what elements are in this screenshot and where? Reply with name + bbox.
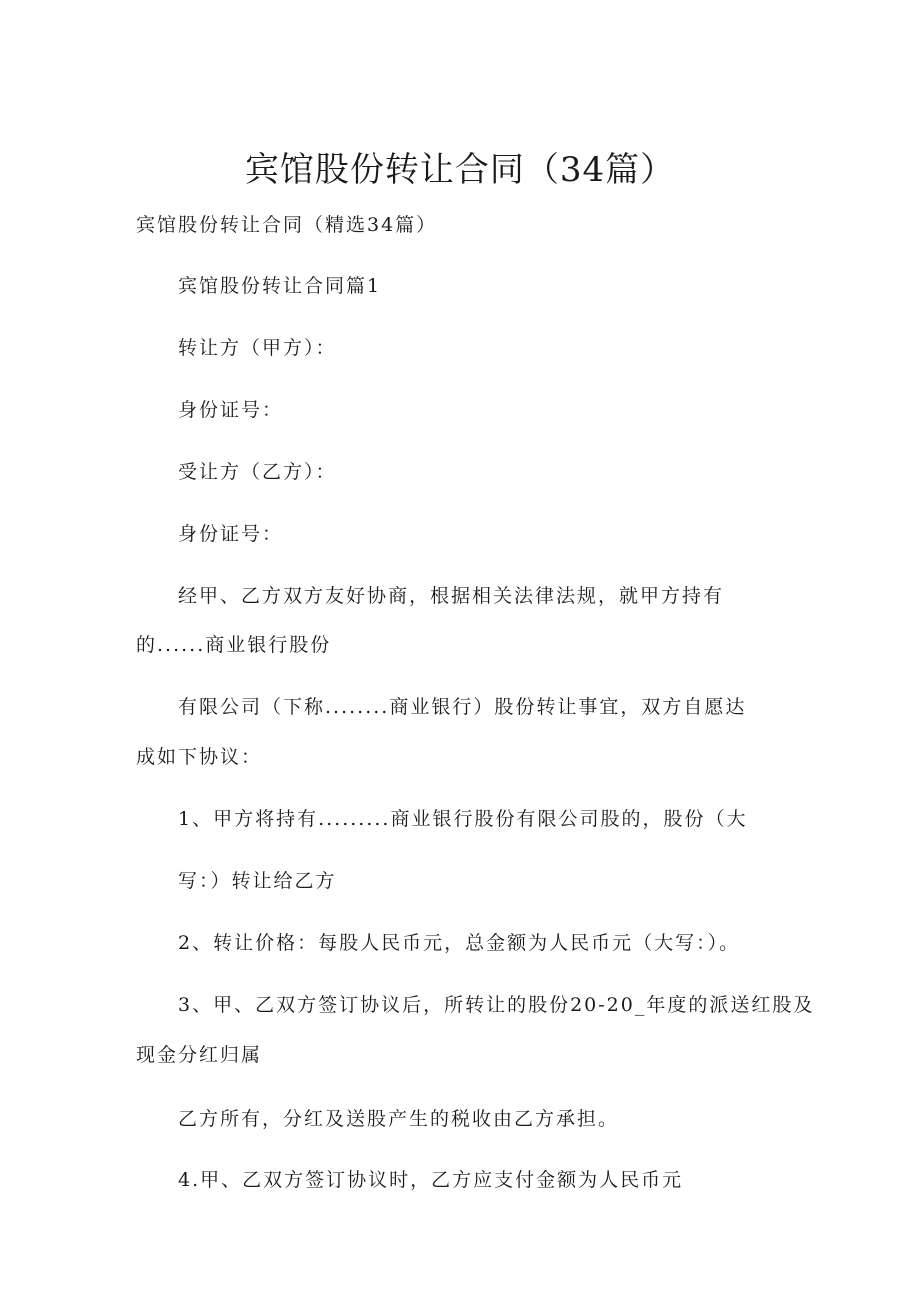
section-heading: 宾馆股份转让合同篇1 bbox=[178, 275, 382, 297]
clause-1-line-1: 1、甲方将持有.........商业银行股份有限公司股的，股份（大 bbox=[178, 808, 748, 830]
clause-3-line-3: 乙方所有，分红及送股产生的税收由乙方承担。 bbox=[178, 1108, 620, 1130]
clause-2: 2、转让价格：每股人民币元，总金额为人民币元（大写：）。 bbox=[178, 932, 741, 954]
paragraph-2-line-2: 成如下协议： bbox=[136, 746, 263, 768]
document-subtitle: 宾馆股份转让合同（精选34篇） bbox=[136, 214, 438, 236]
id-number-label-2: 身份证号： bbox=[178, 523, 284, 545]
id-number-label-1: 身份证号： bbox=[178, 399, 284, 421]
paragraph-2-line-1: 有限公司（下称........商业银行）股份转让事宜，双方自愿达 bbox=[178, 696, 747, 718]
transferor-label: 转让方（甲方）： bbox=[178, 337, 337, 359]
clause-4-line-1: 4.甲、乙双方签订协议时，乙方应支付金额为人民币元 bbox=[178, 1169, 684, 1191]
paragraph-1-line-2: 的......商业银行股份 bbox=[136, 634, 332, 656]
transferee-label: 受让方（乙方）： bbox=[178, 461, 337, 483]
clause-3-line-1: 3、甲、乙双方签订协议后，所转让的股份20-20_年度的派送红股及 bbox=[178, 994, 815, 1016]
clause-1-line-2: 写：）转让给乙方 bbox=[178, 870, 337, 892]
clause-3-line-2: 现金分红归属 bbox=[136, 1044, 263, 1066]
document-title: 宾馆股份转让合同（34篇） bbox=[244, 150, 676, 190]
paragraph-1-line-1: 经甲、乙方双方友好协商，根据相关法律法规，就甲方持有 bbox=[178, 585, 725, 607]
